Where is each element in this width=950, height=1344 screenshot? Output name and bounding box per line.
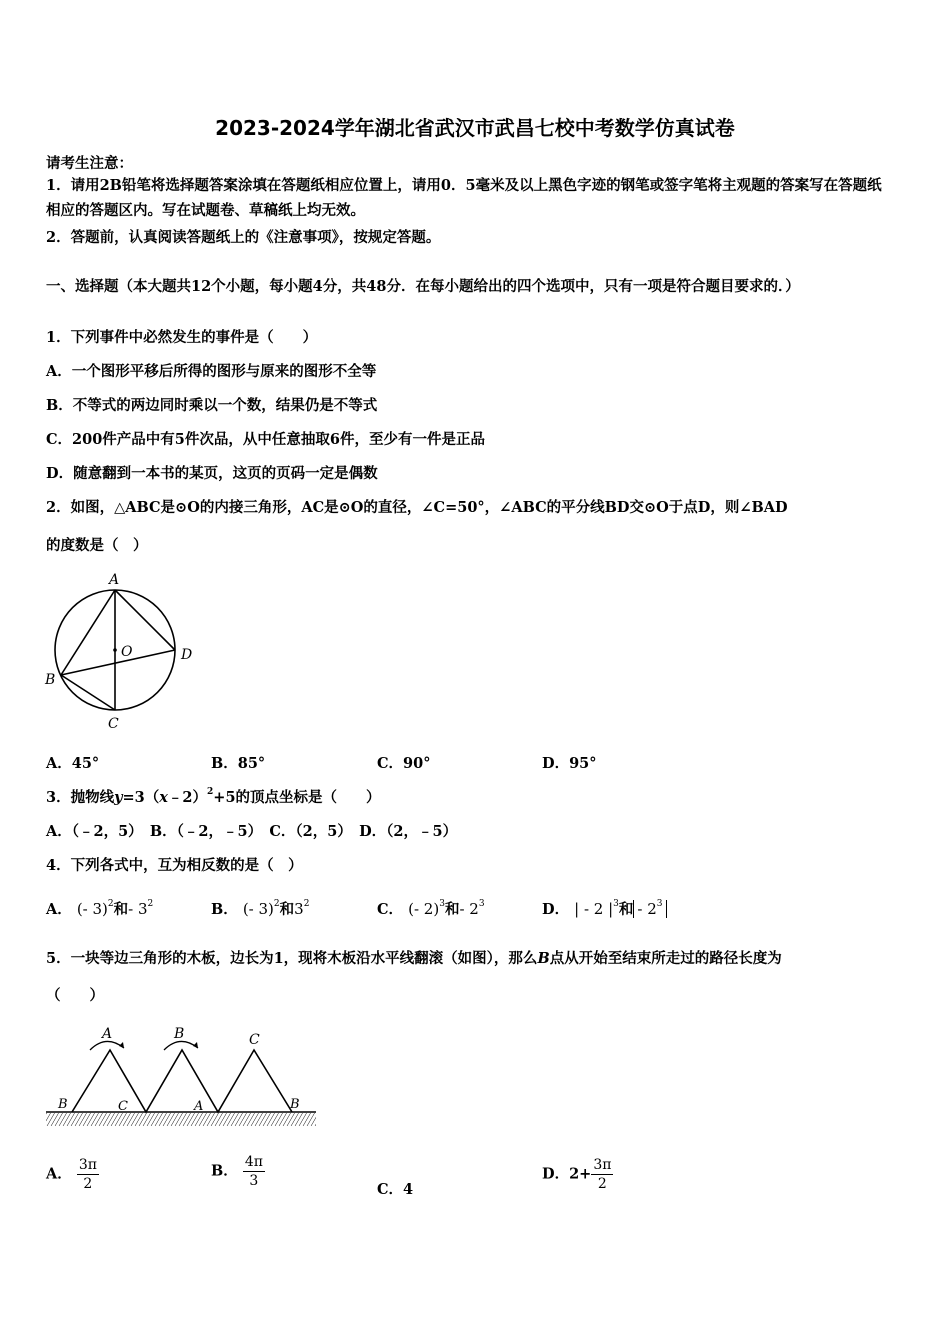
fig-label-c: C [108, 716, 119, 732]
q5-stem-post: 点从开始至结束所走过的路径长度为 [549, 950, 782, 967]
q5-b-fraction [243, 1153, 265, 1190]
q4-c-sup2: 3 [478, 899, 485, 909]
q4-a-sup1: 2 [107, 899, 114, 909]
q4-d-expr1: | - 2 | [574, 900, 614, 918]
q2-circle-figure [40, 568, 210, 736]
q4-d-label: D． [542, 901, 570, 918]
q3-stem-pre: 3．抛物线 [46, 789, 115, 806]
q5-option-d [542, 1156, 613, 1193]
q4-d-sup2: 3 [656, 899, 663, 909]
q4-c-sup1: 3 [439, 899, 445, 909]
q4-c-expr2: - 2 [459, 900, 479, 918]
q3-var-y: y [114, 789, 123, 806]
q5-a-num: 3π [78, 1157, 97, 1173]
q5-d-den: 2 [597, 1176, 607, 1192]
section-heading: 一、选择题（本大题共12个小题，每小题4分，共48分．在每小题给出的四个选项中，只有一项是符合题目要求的．） [46, 278, 800, 295]
q5-fig-b-top: B [174, 1026, 185, 1042]
q4-b-expr2: 3 [294, 900, 304, 918]
notice-heading: 请考生注意： [46, 155, 133, 172]
fig-label-a: A [109, 572, 120, 588]
q3-stem-post2: +5的顶点坐标是（ ） [213, 789, 381, 806]
q3-stem-post1: ﹣2） [167, 789, 208, 806]
q4-d-expr2 [633, 900, 666, 918]
q2-stem-line1: 2．如图，△ABC是⊙O的内接三角形，AC是⊙O的直径，∠C=50°，∠ABC的平分线BD交⊙O于点D，则∠BAD [46, 499, 788, 516]
q4-b-sup2: 2 [303, 899, 310, 909]
q4-d-expr2-base: - 2 [637, 900, 657, 918]
q4-d-sup1: 3 [613, 899, 619, 909]
q4-stem: 4．下列各式中，互为相反数的是（ ） [46, 857, 303, 874]
q4-a-expr2: - 3 [128, 900, 148, 918]
q5-stem-line2: （ ） [46, 987, 104, 1004]
q2-option-c: C．90° [377, 755, 431, 772]
q4-c-expr1: (- 2) [408, 900, 440, 918]
q4-a-and: 和 [113, 901, 129, 918]
q4-d-and: 和 [618, 901, 634, 918]
q5-d-fraction [591, 1156, 613, 1193]
q5-option-b [211, 1153, 265, 1190]
q5-stem-line1 [46, 947, 782, 968]
q2-stem-line2: 的度数是（ ） [46, 537, 148, 554]
q4-b-and: 和 [279, 901, 295, 918]
q5-a-fraction [77, 1156, 99, 1193]
q5-stem-pre: 5．一块等边三角形的木板，边长为1，现将木板沿水平线翻滚（如图），那么 [46, 950, 538, 967]
q4-b-expr1: (- 3) [242, 900, 274, 918]
q1-stem: 1．下列事件中必然发生的事件是（ ） [46, 329, 318, 346]
q4-a-sup2: 2 [147, 899, 154, 909]
notice-item-1: 1．请用2B铅笔将选择题答案涂填在答题纸相应位置上，请用0．5毫米及以上黑色字迹的钢笔或签字笔将主观题的答案写在答题纸相应的答题区内。写在试题卷、草稿纸上均无效。 [46, 177, 882, 219]
q4-a-label: A． [46, 901, 72, 918]
q2-option-a: A．45° [46, 755, 100, 772]
q5-option-a [46, 1156, 99, 1193]
q4-option-b [211, 898, 309, 919]
q4-option-c [377, 898, 485, 919]
q3-stem-mid: =3（ [122, 789, 160, 806]
q5-d-num: 3π [593, 1157, 612, 1173]
fig-label-d: D [181, 647, 193, 663]
q1-option-b: B．不等式的两边同时乘以一个数，结果仍是不等式 [46, 397, 378, 414]
q5-b-den: 3 [249, 1173, 259, 1189]
q5-b-num: 4π [244, 1154, 263, 1170]
q5-fig-a-top: A [102, 1026, 113, 1042]
q5-b-label: B． [211, 1162, 238, 1180]
q1-option-d: D．随意翻到一本书的某页，这页的页码一定是偶数 [46, 465, 378, 482]
q5-fig-b1: B [58, 1097, 68, 1112]
q3-options: A．（﹣2，5） B．（﹣2，﹣5） C．（2，5） D．（2，﹣5） [46, 823, 458, 840]
q4-c-and: 和 [444, 901, 460, 918]
q2-option-b: B．85° [211, 755, 266, 772]
q5-fig-a1: A [194, 1099, 204, 1114]
q4-b-label: B． [211, 901, 238, 918]
q4-option-d [542, 898, 667, 919]
q5-option-c: C．4 [377, 1181, 414, 1198]
fig-label-o: O [121, 644, 133, 660]
q3-var-x: x [159, 789, 168, 806]
q3-exponent: 2 [207, 787, 214, 797]
q1-option-c: C．200件产品中有5件次品，从中任意抽取6件，至少有一件是正品 [46, 431, 485, 448]
notice-item-2: 2．答题前，认真阅读答题纸上的《注意事项》，按规定答题。 [46, 229, 441, 246]
q5-fig-b2: B [290, 1097, 300, 1112]
q5-d-label: D．2+ [542, 1165, 592, 1183]
q2-option-d: D．95° [542, 755, 597, 772]
q4-c-label: C． [377, 901, 404, 918]
q4-option-a [46, 898, 153, 919]
q3-stem [46, 786, 381, 807]
fig-label-b: B [45, 672, 56, 688]
q5-fig-c-top: C [249, 1032, 260, 1048]
q5-triangle-figure [44, 1020, 322, 1130]
q5-fig-c1: C [118, 1099, 128, 1114]
q4-b-sup1: 2 [273, 899, 280, 909]
q5-a-label: A． [46, 1165, 72, 1183]
page-title: 2023-2024学年湖北省武汉市武昌七校中考数学仿真试卷 [215, 116, 735, 140]
q4-a-expr1: (- 3) [76, 900, 108, 918]
q5-a-den: 2 [83, 1176, 93, 1192]
q1-option-a: A．一个图形平移后所得的图形与原来的图形不全等 [46, 363, 377, 380]
q5-point-b: B [537, 950, 550, 967]
